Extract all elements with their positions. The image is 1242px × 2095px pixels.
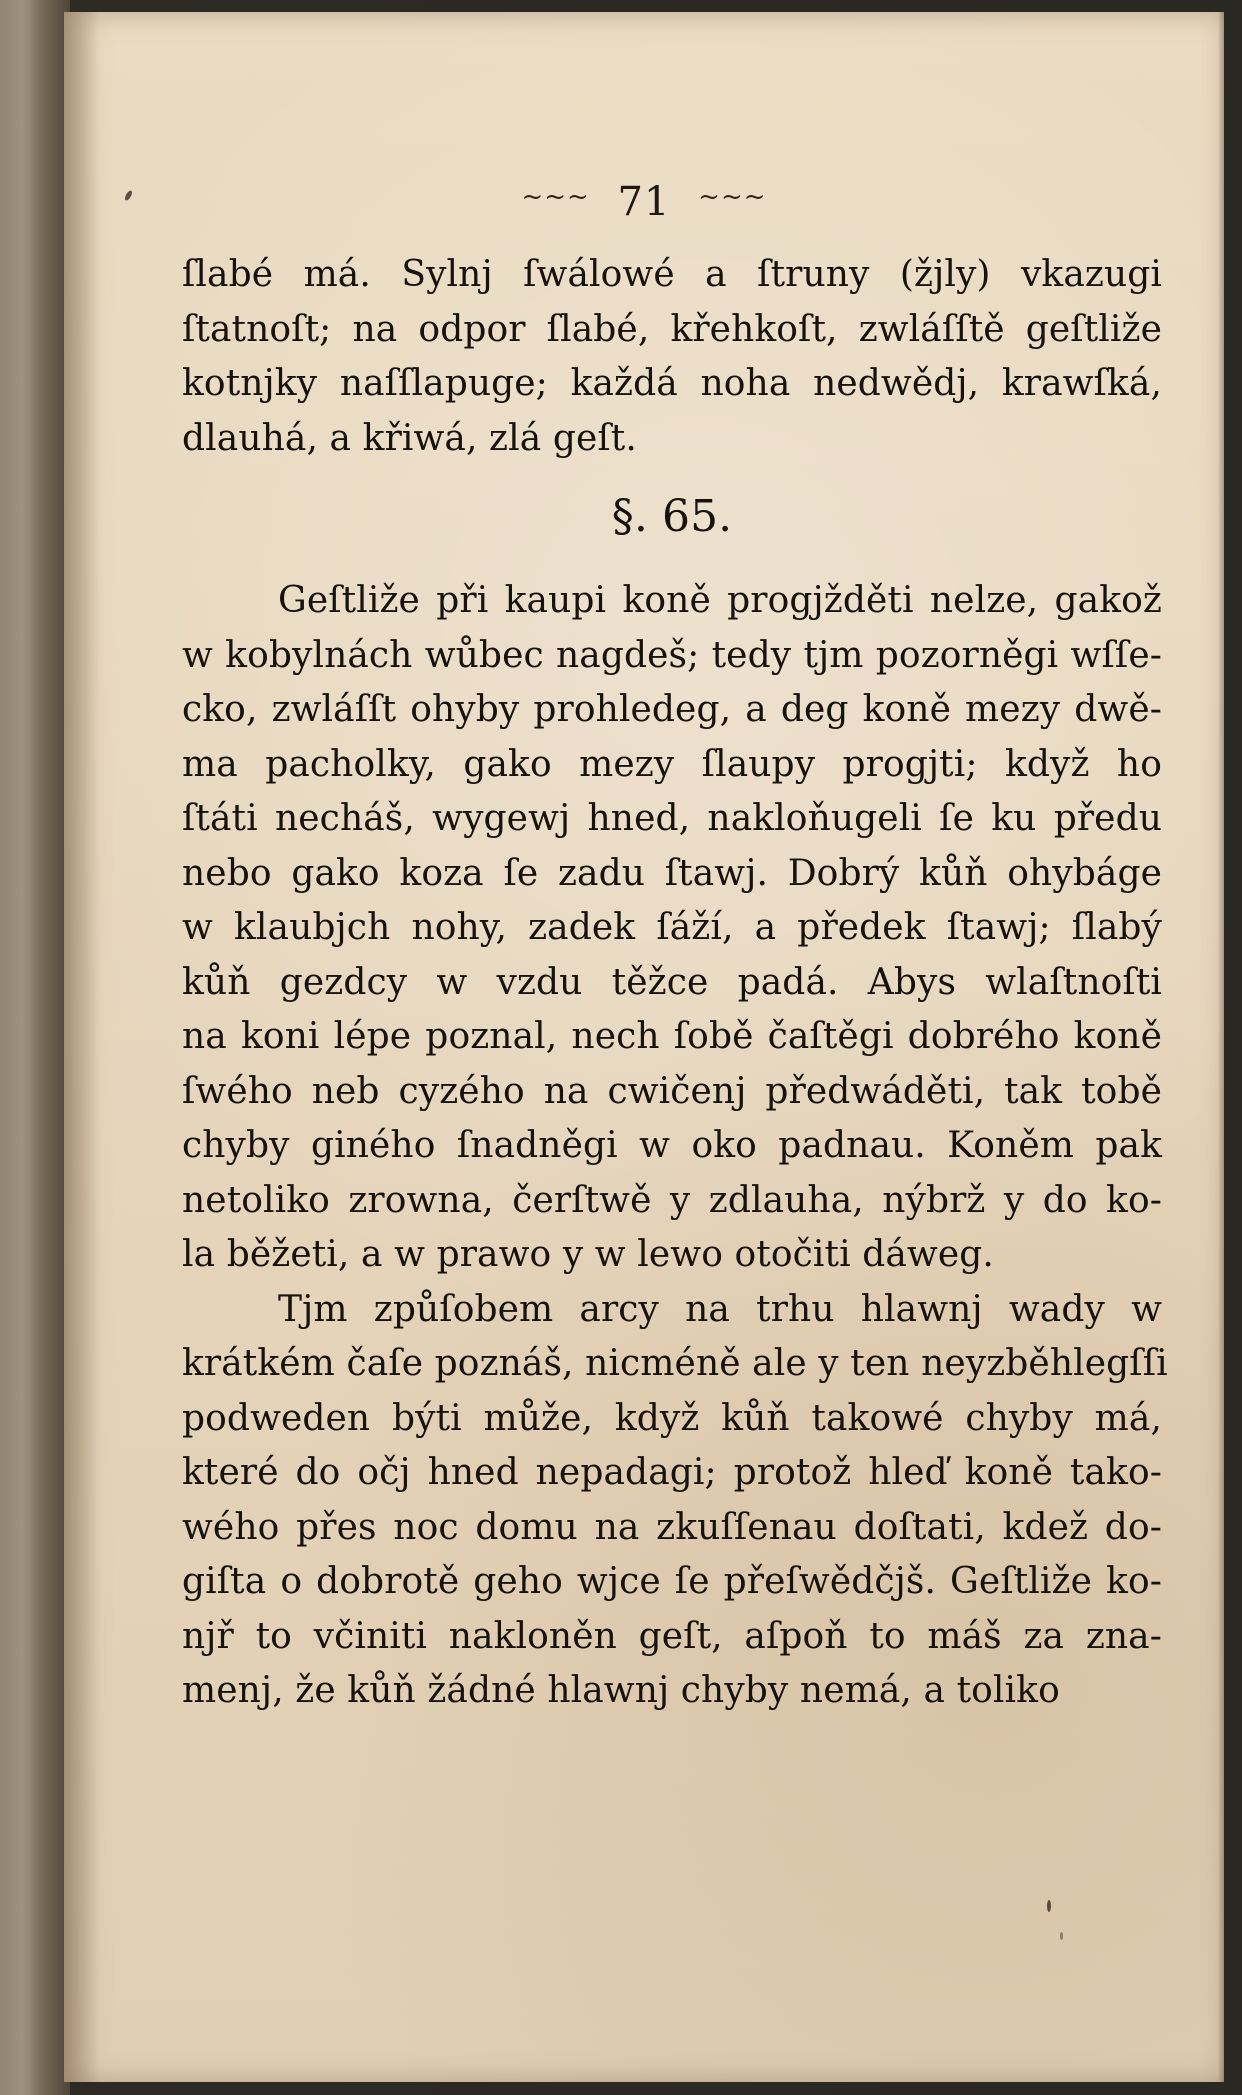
text-line: krátkém čaſe poznáš, nicméně ale y ten neyzběhlegſſi (182, 1343, 1168, 1384)
text-line: menj, že kůň žádné hlawnj chyby nemá, a toliko (182, 1670, 1060, 1711)
page-gutter-shadow (64, 12, 100, 2082)
text-line: ſtatnoſt; na odpor ſlabé, křehkoſt, zwláſſtě geſtliže (182, 308, 1162, 350)
text-line: ma pacholky, gako mezy ſlaupy progjti; když ho (182, 743, 1162, 785)
text-line: wého přes noc domu na zkuſſenau doſtati, kdež do- (182, 1506, 1162, 1548)
text-line: ſlabé má. Sylnj ſwálowé a ſtruny (žjly) vkazugi (182, 254, 1162, 295)
text-line: nebo gako koza ſe zadu ſtawj. Dobrý kůň ohybáge (182, 852, 1162, 894)
text-line: Tjm způſobem arcy na trhu hlawnj wady w (278, 1288, 1162, 1330)
book-page (64, 12, 1224, 2082)
text-line: dlauhá, a křiwá, zlá geſt. (182, 417, 637, 459)
page-header (64, 179, 1224, 225)
text-line: njř to včiniti nakloněn geſt, aſpoň to máš za zna- (182, 1615, 1162, 1657)
text-line: cko, zwláſſt ohyby prohledeg, a deg koně mezy dwě- (182, 689, 1162, 730)
text-line: w kobylnách wůbec nagdeš; tedy tjm pozorněgi wſſe- (182, 634, 1162, 676)
page-edge-shadow (1218, 12, 1224, 2082)
book-spine-shadow (0, 0, 70, 2095)
page-text (182, 248, 1168, 1719)
text-line: netoliko zrowna, čerſtwě y zdlauha, nýbrž y do ko- (182, 1179, 1162, 1221)
text-line: la běžeti, a w prawo y w lewo otočiti dáweg. (182, 1234, 994, 1275)
text-line: které do očj hned nepadagi; protož hleď koně tako- (182, 1452, 1162, 1493)
text-line: ſtáti necháš, wygewj hned, nakloňugeli ſe ku předu (182, 798, 1162, 839)
text-line: kotnjky naſſlapuge; každá noha nedwědj, krawſká, (182, 363, 1162, 404)
page-speck (1047, 1900, 1051, 1912)
text-line: Geſtliže při kaupi koně progjžděti nelze, gakož (278, 580, 1162, 621)
text-line: giſta o dobrotě geho wjce ſe přeſwědčjš. Geſtliže ko- (182, 1561, 1162, 1602)
section-heading: §. 65. (611, 491, 733, 542)
page-speck (1060, 1932, 1063, 1940)
page-number: 71 (617, 179, 671, 225)
header-ornament-right-icon: ~~~ (698, 182, 767, 212)
text-line: ſwého neb cyzého na cwičenj předwáděti, tak tobě (182, 1070, 1162, 1112)
text-line: w klaubjch nohy, zadek ſáží, a předek ſtawj; ſlabý (182, 907, 1162, 948)
header-ornament-left-icon: ~~~ (521, 182, 590, 212)
text-line: chyby giného ſnadněgi w oko padnau. Koněm pak (182, 1125, 1162, 1166)
text-line: podweden býti může, když kůň takowé chyby má, (182, 1397, 1162, 1439)
text-line: na koni lépe poznal, nech ſobě čaſtěgi dobrého koně (182, 1016, 1162, 1057)
text-line: kůň gezdcy w vzdu těžce padá. Abys wlaſtnoſti (182, 961, 1162, 1003)
